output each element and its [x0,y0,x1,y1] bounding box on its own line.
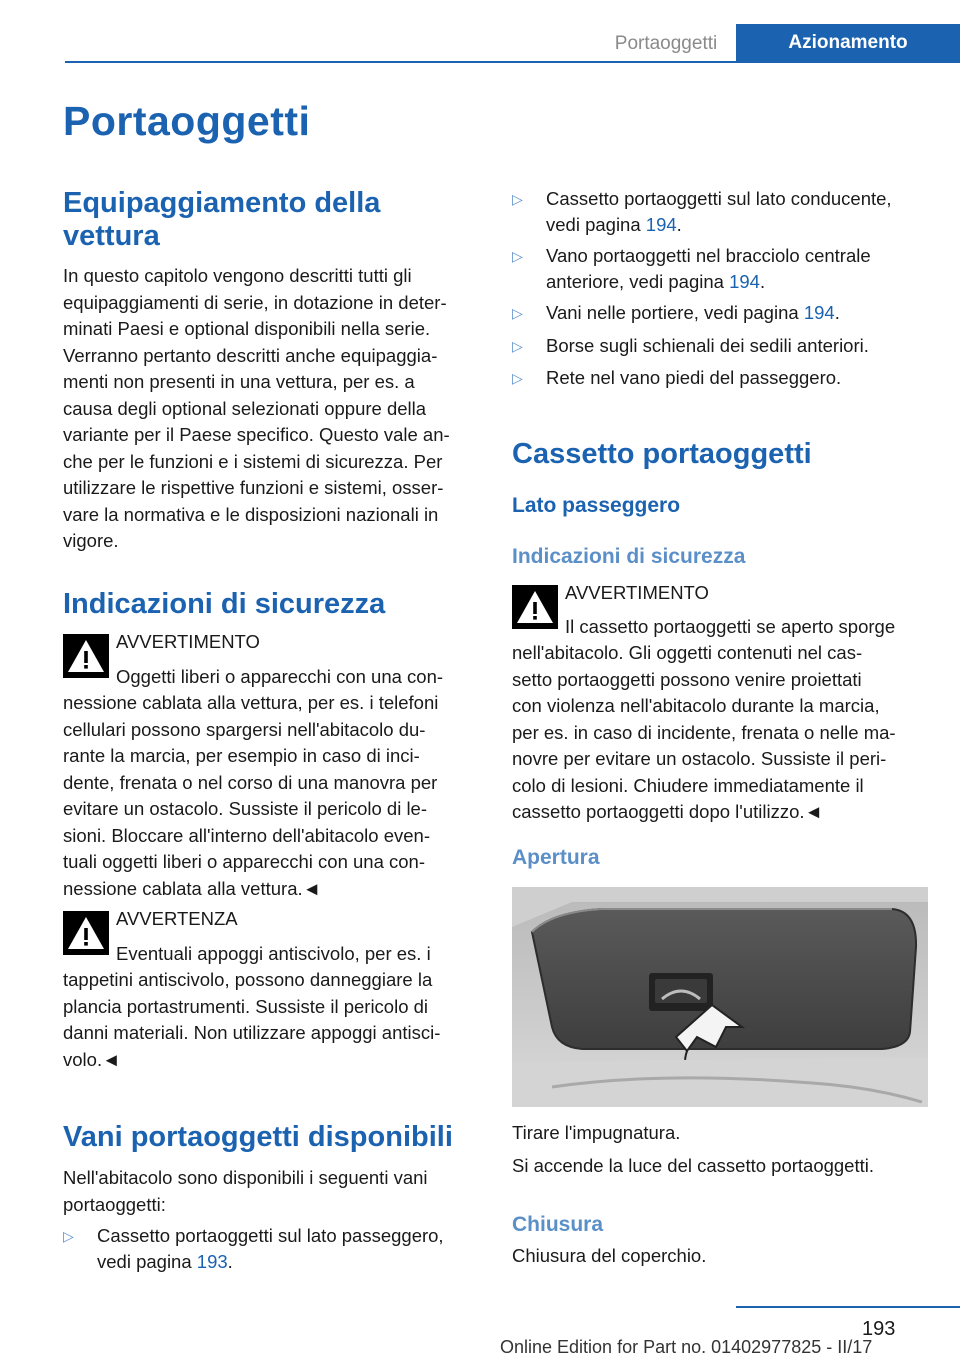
text-line: setto portaoggetti possono venire proiettati [512,668,862,690]
page-title: Portaoggetti [63,98,311,144]
list-item [512,186,932,240]
bullet-triangle-icon: ▷ [512,248,523,264]
warning-header [512,582,932,612]
text-line: vare la normativa e le disposizioni nazionali in [63,503,439,525]
header-section-tab: Portaoggetti [614,33,718,54]
closing-text: Chiusura del coperchio. [512,1245,707,1266]
bullet-triangle-icon: ▷ [63,1228,74,1244]
text-line: volo.◄ [63,1048,121,1070]
text-line: sioni. Bloccare all'interno dell'abitacolo even- [63,824,430,846]
text-line: minati Paesi e optional disponibili nella serie. [63,318,431,339]
subsection-title-safety: Indicazioni di sicurezza [512,545,746,568]
text-line: nell'abitacolo. Gli oggetti contenuti nel cas- [512,642,863,663]
warning-header [63,908,483,938]
list-item [512,300,932,328]
list-item [512,243,932,297]
text-line: utilizzare le rispettive funzioni e sistemi, osser- [63,477,444,498]
footer-rule [736,1306,960,1308]
list-item [512,365,932,393]
text-line: per es. in caso di incidente, frenata o nelle ma- [512,721,896,743]
text-fragment: vedi pagina [97,1251,197,1272]
text-line: nessione cablata alla vettura, per es. i telefoni [63,692,439,713]
text-line: Vano portaoggetti nel bracciolo centrale [546,245,871,266]
text-line: novre per evitare un ostacolo. Sussiste il peri- [512,748,887,769]
subsection-title-passenger: Lato passeggero [512,494,681,517]
text-fragment: . [227,1251,233,1272]
text-line [97,1249,477,1275]
warning-triangle-icon [512,585,558,629]
text-line: che per le funzioni e i sistemi di sicurezza. Per [63,450,443,472]
text-line: nessione cablata alla vettura.◄ [63,877,321,899]
text-fragment: vedi pagina [546,214,646,235]
text-line: dente, frenata o nel corso di una manovra per [63,771,438,793]
text-line [546,212,926,238]
bullet-triangle-icon: ▷ [512,305,523,321]
text-line: cellulari possono spargersi nell'abitacolo du- [63,718,426,740]
text-fragment: anteriore, vedi pagina [546,271,730,292]
text-line: tuali oggetti liberi o apparecchi con una con- [63,851,426,872]
warning1-text [63,690,483,902]
list-item [63,1223,483,1277]
compartments-intro [63,1165,483,1218]
warning-label: AVVERTIMENTO [116,631,260,652]
warning2-first-line: Eventuali appoggi antiscivolo, per es. i [116,943,431,964]
equipment-paragraph [63,263,483,555]
text-fragment: . [834,302,840,323]
warning-triangle-icon [63,634,109,678]
opening-text [512,1120,932,1179]
warning3-text [512,640,932,826]
text-line [546,300,926,326]
page-number: 193 [862,1318,896,1340]
page-link[interactable]: 194 [803,302,835,323]
text-line: evitare un ostacolo. Sussiste il pericolo di le- [63,798,428,819]
warning-label: AVVERTIMENTO [565,582,709,603]
text-fragment: . [759,271,766,292]
section-title-compartments: Vani portaoggetti disponibili [63,1121,453,1153]
text-line: Nell'abitacolo sono disponibili i seguenti vani [63,1167,428,1188]
section-title-equipment: Equipaggiamento della vettura [63,187,381,252]
glovebox-handle-illustration [512,887,928,1107]
text-line: danni materiali. Non utilizzare appoggi antisci- [63,1022,441,1043]
warning-triangle-icon [63,911,109,955]
text-line: Cassetto portaoggetti sul lato passeggero, [97,1225,444,1246]
text-line: Si accende la luce del cassetto portaoggetti. [512,1154,875,1176]
section-title-glovebox: Cassetto portaoggetti [512,438,812,470]
bullet-triangle-icon: ▷ [512,370,523,386]
text-line: Tirare l'impugnatura. [512,1122,681,1143]
edition-note: Online Edition for Part no. 01402977825 - II/17 [500,1337,873,1357]
page-link[interactable]: 193 [196,1251,228,1272]
text-line [546,269,926,295]
list-item [512,333,932,361]
text-line: tappetini antiscivolo, possono danneggiare la [63,969,433,990]
text-line: Verranno pertanto descritti anche equipaggia- [63,344,438,366]
text-line: plancia portastrumenti. Sussiste il pericolo di [63,995,429,1017]
warning-label: AVVERTENZA [116,908,238,929]
header-chapter-tab: Azionamento [736,24,960,62]
text-fragment: Vani nelle portiere, vedi pagina [546,302,804,323]
subsection-title-opening: Apertura [512,846,600,869]
text-line: menti non presenti in una vettura, per es. a [63,371,415,392]
text-line: rante la marcia, per esempio in caso di inci- [63,745,420,766]
text-line: causa degli optional selezionati oppure della [63,397,427,419]
text-line: Borse sugli schienali dei sedili anteriori. [546,335,869,356]
header-rule [65,61,960,63]
warning-header [63,631,483,661]
text-line: vigore. [63,530,119,551]
page-link[interactable]: 194 [645,214,677,235]
text-line: equipaggiamenti di serie, in dotazione in deter- [63,291,447,313]
text-line: con violenza nell'abitacolo durante la marcia, [512,695,880,716]
bullet-triangle-icon: ▷ [512,338,523,354]
bullet-triangle-icon: ▷ [512,191,523,207]
text-line: In questo capitolo vengono descritti tutti gli [63,265,412,286]
text-line: Rete nel vano piedi del passeggero. [546,367,842,388]
warning2-text [63,967,483,1073]
text-line: variante per il Paese specifico. Questo vale an- [63,424,450,445]
page-link[interactable]: 194 [729,271,760,292]
text-line: cassetto portaoggetti dopo l'utilizzo.◄ [512,801,823,822]
subsection-title-closing: Chiusura [512,1213,604,1236]
warning3-first-line: Il cassetto portaoggetti se aperto sporge [565,616,896,637]
warning1-first-line: Oggetti liberi o apparecchi con una con- [116,666,444,687]
text-line: colo di lesioni. Chiudere immediatamente il [512,774,864,796]
text-line: Cassetto portaoggetti sul lato conducente, [546,188,892,209]
text-fragment: . [676,214,682,235]
text-line: portaoggetti: [63,1193,166,1215]
section-title-safety: Indicazioni di sicurezza [63,588,386,620]
